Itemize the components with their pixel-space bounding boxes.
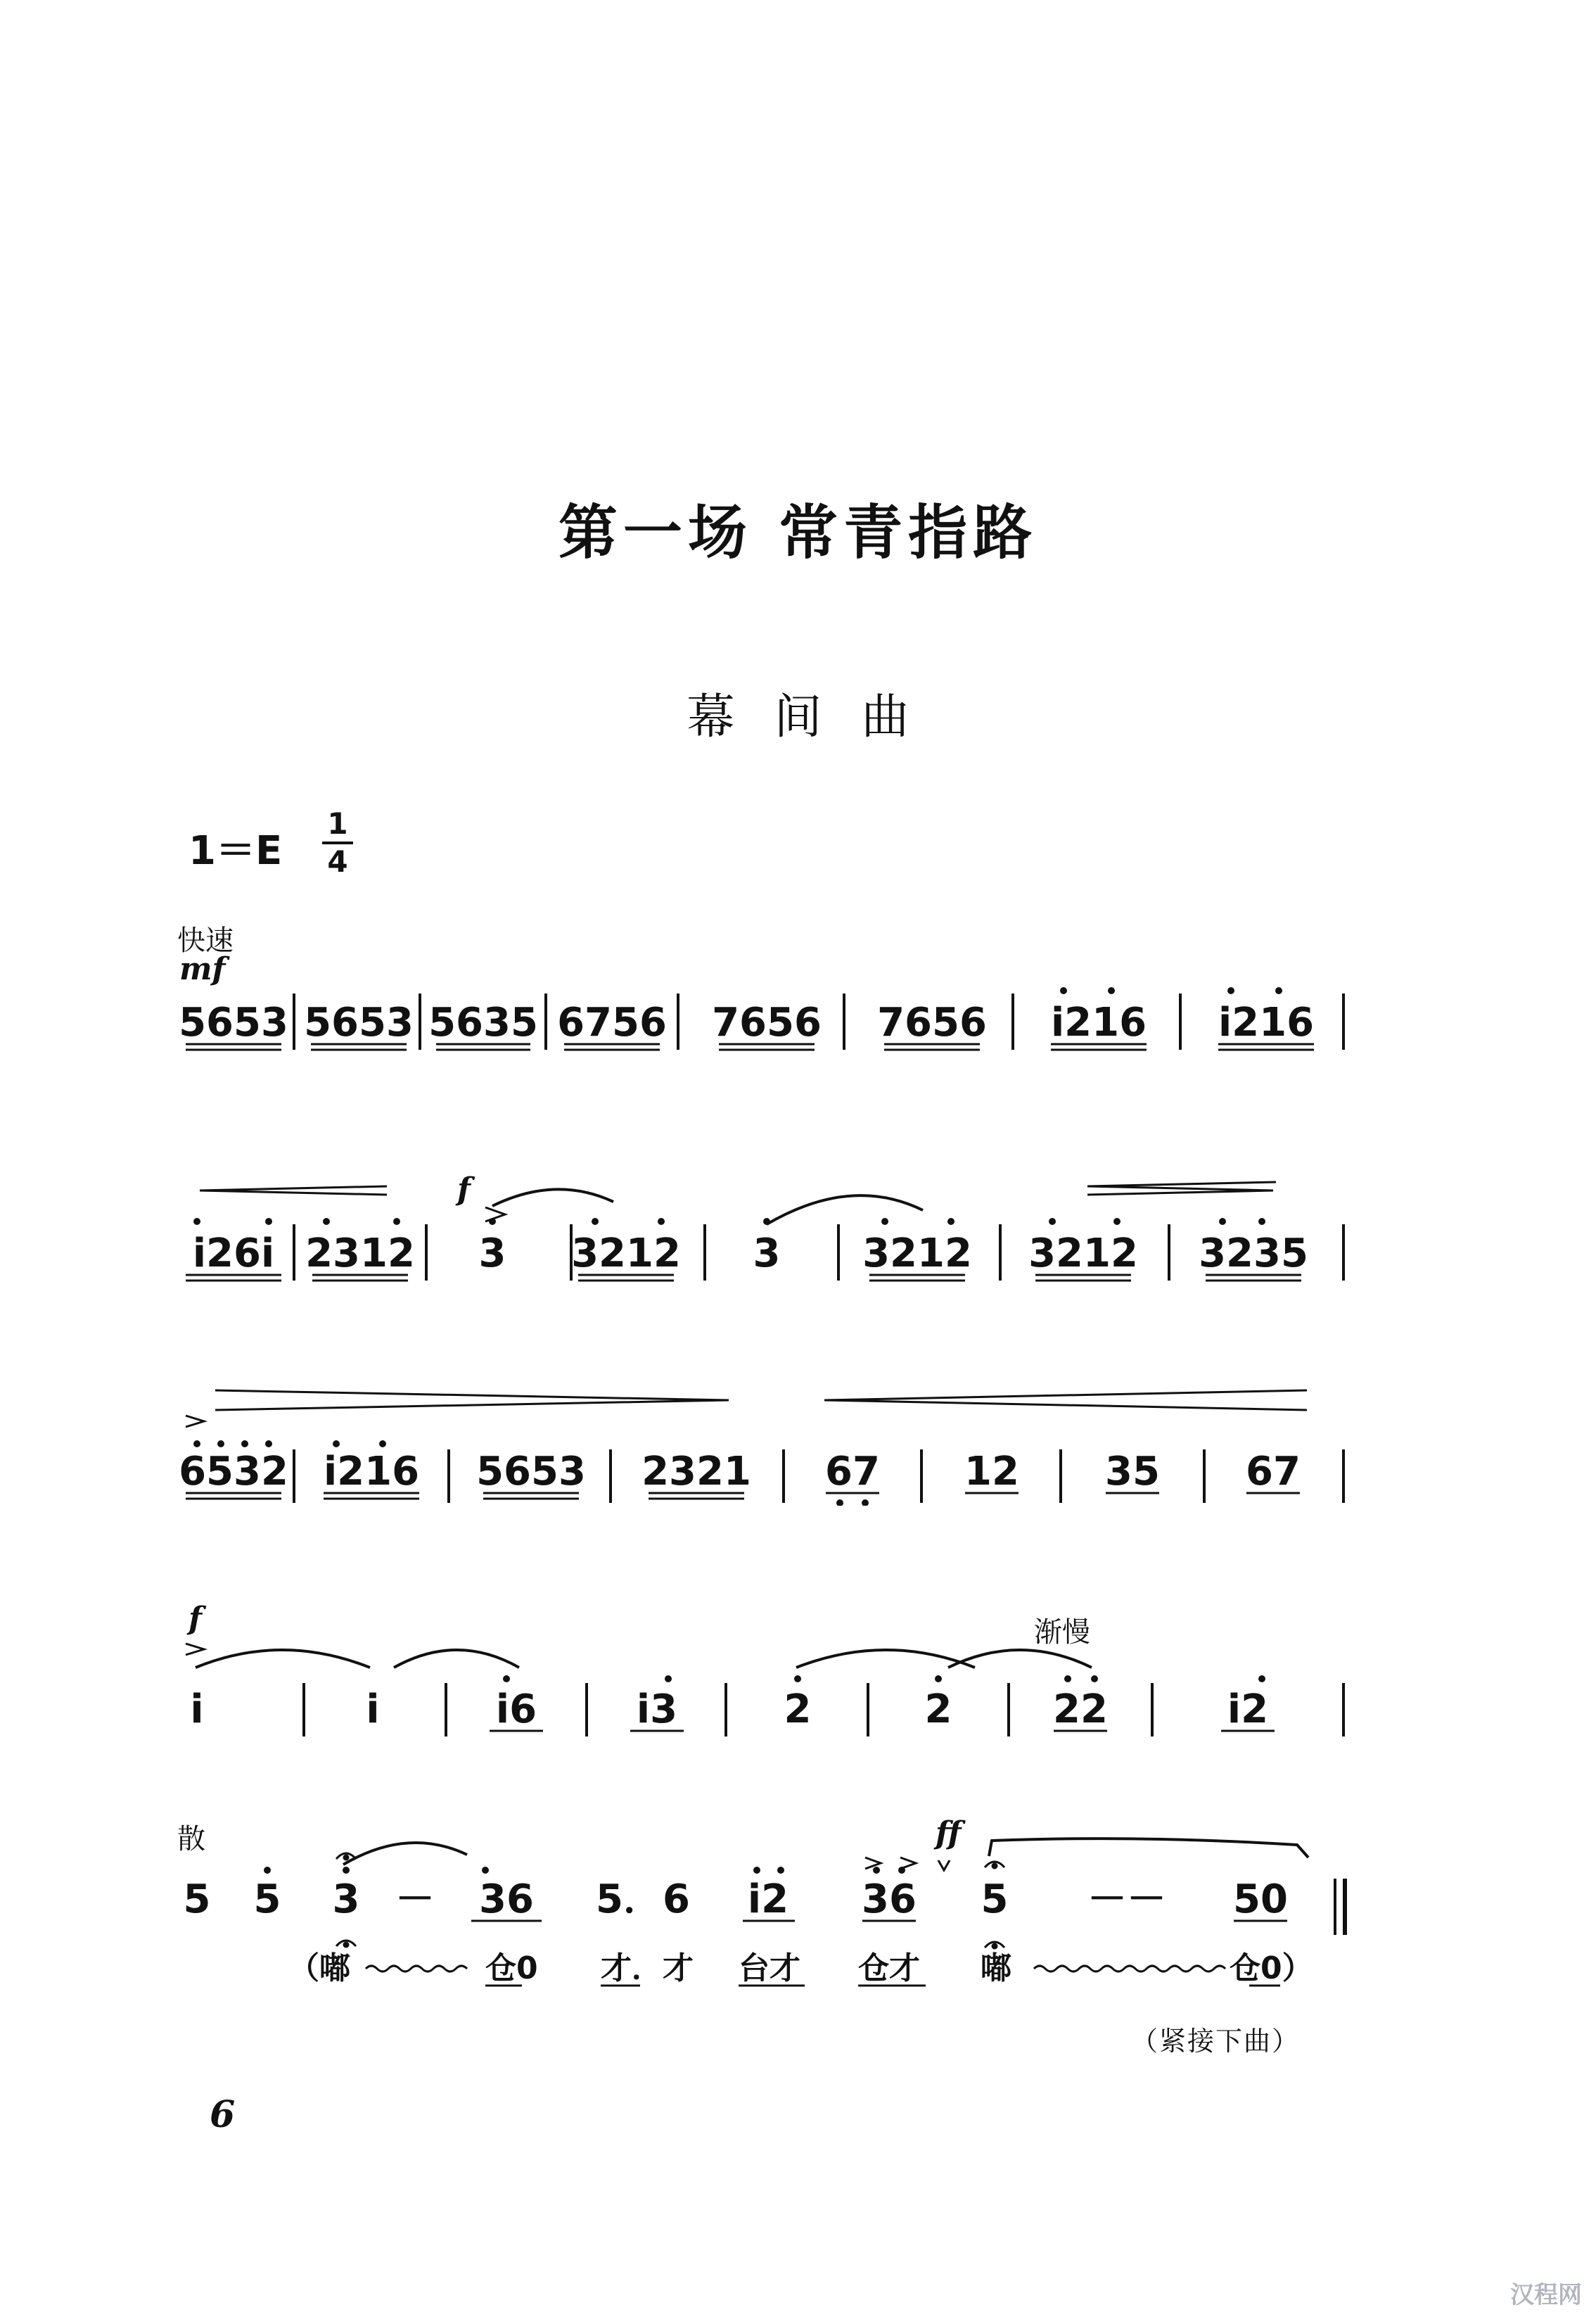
note-5-9: 5 [981, 1877, 1009, 1922]
measure-4-8: i2 [1227, 1687, 1269, 1732]
row-1-staff [176, 985, 1358, 1069]
note-5-2: 5 [253, 1877, 281, 1922]
measure-2-3: 3 [478, 1231, 506, 1276]
measure-4-5: 2 [784, 1687, 812, 1732]
note-5-5: 36 [479, 1877, 534, 1922]
key-signature: 1＝E [189, 828, 283, 874]
perc-6: 嘟 [981, 1950, 1011, 1986]
note-5-11: 50 [1233, 1877, 1288, 1922]
time-signature-denominator: 4 [327, 844, 348, 879]
measure-3-7: 35 [1105, 1449, 1160, 1494]
perc-3: 才．才 [601, 1950, 694, 1986]
measure-3-5: 67 [825, 1449, 880, 1494]
measure-3-3: 5653 [476, 1449, 586, 1494]
time-signature [322, 806, 353, 879]
measure-3-8: 67 [1246, 1449, 1301, 1494]
score-row-2 [176, 1161, 1358, 1288]
score-row-4 [176, 1618, 1358, 1745]
time-signature-numerator: 1 [322, 809, 353, 844]
note-5-7: i2 [747, 1877, 789, 1922]
note-5-10: －－ [1087, 1877, 1166, 1922]
dynamic-mf: mf [179, 951, 226, 987]
dynamic-f-row2: f [457, 1171, 471, 1207]
measure-1-4: 6756 [557, 1000, 667, 1046]
measure-2-2: 2312 [305, 1231, 415, 1276]
measure-3-2: i216 [323, 1449, 420, 1494]
measure-4-1: i [190, 1687, 204, 1732]
note-5-8: 36 [862, 1877, 917, 1922]
tempo-mark-fast: 快速 [177, 925, 234, 957]
measure-2-7: 3212 [1028, 1231, 1138, 1276]
measure-1-1: 5653 [179, 1000, 288, 1046]
measure-1-2: 5653 [304, 1000, 414, 1046]
score-row-3 [176, 1379, 1358, 1506]
measure-2-4: 3212 [571, 1231, 681, 1276]
footnote: （紧接下曲） [1131, 2026, 1301, 2057]
row-5-staff [176, 1829, 1358, 1991]
note-5-3: 3 [332, 1877, 360, 1922]
measure-1-8: i216 [1218, 1000, 1315, 1046]
measure-2-5: 3 [753, 1231, 781, 1276]
measure-3-4: 2321 [641, 1449, 751, 1494]
score-row-1 [176, 985, 1358, 1069]
dynamic-ff: ff [936, 1815, 962, 1851]
measure-4-7: 22 [1053, 1687, 1108, 1732]
row-3-staff [176, 1379, 1358, 1506]
measure-4-3: i6 [495, 1687, 537, 1732]
row-4-staff [176, 1618, 1358, 1745]
measure-1-3: 5635 [428, 1000, 538, 1046]
measure-2-8: 3235 [1199, 1231, 1308, 1276]
watermark: 汉程网 [1510, 2281, 1582, 2309]
measure-4-6: 2 [924, 1687, 952, 1732]
note-5-1: 5 [183, 1877, 211, 1922]
perc-1: （嘟 [288, 1950, 350, 1986]
measure-3-1: 6532 [179, 1449, 288, 1494]
measure-4-2: i [366, 1687, 380, 1732]
tempo-mark-free: 散 [177, 1823, 205, 1855]
perc-5: 仓才 [858, 1950, 920, 1986]
piece-title: 幕间曲 [687, 690, 949, 745]
row-2-staff [176, 1161, 1358, 1288]
perc-7: 仓0） [1230, 1950, 1313, 1986]
measure-1-7: i216 [1050, 1000, 1147, 1046]
measure-3-6: 12 [964, 1449, 1019, 1494]
perc-4: 台才 [739, 1950, 800, 1986]
perc-2: 仓0 [485, 1950, 538, 1986]
note-5-4: － [395, 1877, 435, 1922]
scene-title: 第一场 常青指路 [558, 497, 1038, 567]
dynamic-f-row4: f [189, 1601, 202, 1637]
page-number: 6 [210, 2093, 236, 2136]
tempo-mark-slowing: 渐慢 [1034, 1616, 1090, 1649]
score-row-5 [176, 1829, 1358, 1991]
measure-1-5: 7656 [712, 1000, 822, 1046]
measure-1-6: 7656 [877, 1000, 987, 1046]
measure-2-6: 3212 [862, 1231, 972, 1276]
note-5-6: 5．6 [596, 1877, 690, 1922]
measure-4-4: i3 [636, 1687, 678, 1732]
measure-2-1: i26i [192, 1231, 275, 1276]
